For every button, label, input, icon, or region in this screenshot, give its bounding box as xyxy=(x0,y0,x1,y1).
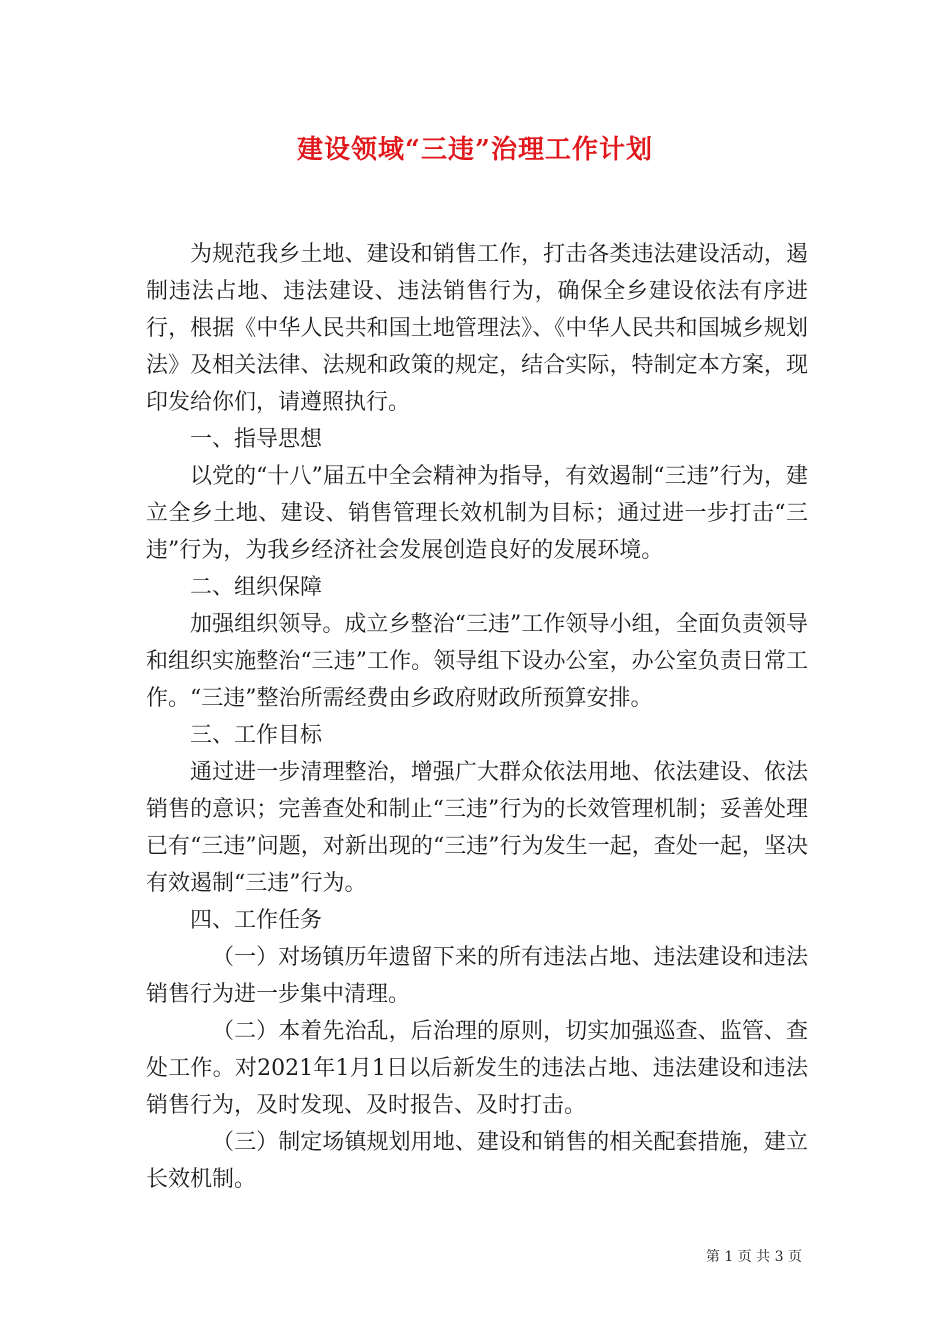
intro-paragraph: 为规范我乡土地、建设和销售工作，打击各类违法建设活动，遏制违法占地、违法建设、违法销售行为，确保全乡建设依法有序进行，根据《中华人民共和国土地管理法》、《中华人民共和国城乡规划法》及相关法律、法规和政策的规定，结合实际，特制定本方案，现印发给你们，请遵照执行。 xyxy=(146,242,808,415)
task-item-1: （一）对场镇历年遗留下来的所有违法占地、违法建设和违法销售行为进一步集中清理。 xyxy=(146,945,808,1007)
section-heading-organization: 二、组织保障 xyxy=(190,575,323,600)
page-number: 第 1 页 共 3 页 xyxy=(705,1249,802,1265)
section-body-organization: 加强组织领导。成立乡整治“三违”工作领导小组，全面负责领导和组织实施整治“三违”工作。领导组下设办公室，办公室负责日常工作。“三违”整治所需经费由乡政府财政所预算安排。 xyxy=(146,612,808,711)
section-body-guiding-thought: 以党的“十八”届五中全会精神为指导，有效遏制“三违”行为，建立全乡土地、建设、销售管理长效机制为目标；通过进一步打击“三违”行为，为我乡经济社会发展创造良好的发展环境。 xyxy=(146,464,808,563)
document-body xyxy=(146,236,808,1198)
section-heading-goals: 三、工作目标 xyxy=(190,723,323,748)
section-heading-tasks: 四、工作任务 xyxy=(190,908,323,933)
task-item-3: （三）制定场镇规划用地、建设和销售的相关配套措施，建立长效机制。 xyxy=(146,1130,808,1192)
section-heading-guiding-thought: 一、指导思想 xyxy=(190,427,323,452)
task-item-2: （二）本着先治乱，后治理的原则，切实加强巡查、监管、查处工作。对2021年1月1日以后新发生的违法占地、违法建设和违法销售行为，及时发现、及时报告、及时打击。 xyxy=(146,1019,808,1118)
section-body-goals: 通过进一步清理整治，增强广大群众依法用地、依法建设、依法销售的意识；完善查处和制止“三违”行为的长效管理机制；妥善处理已有“三违”问题，对新出现的“三违”行为发生一起，查处一起，坚决有效遏制“三违”行为。 xyxy=(146,760,808,896)
document-title: 建设领域“三违”治理工作计划 xyxy=(297,135,653,165)
